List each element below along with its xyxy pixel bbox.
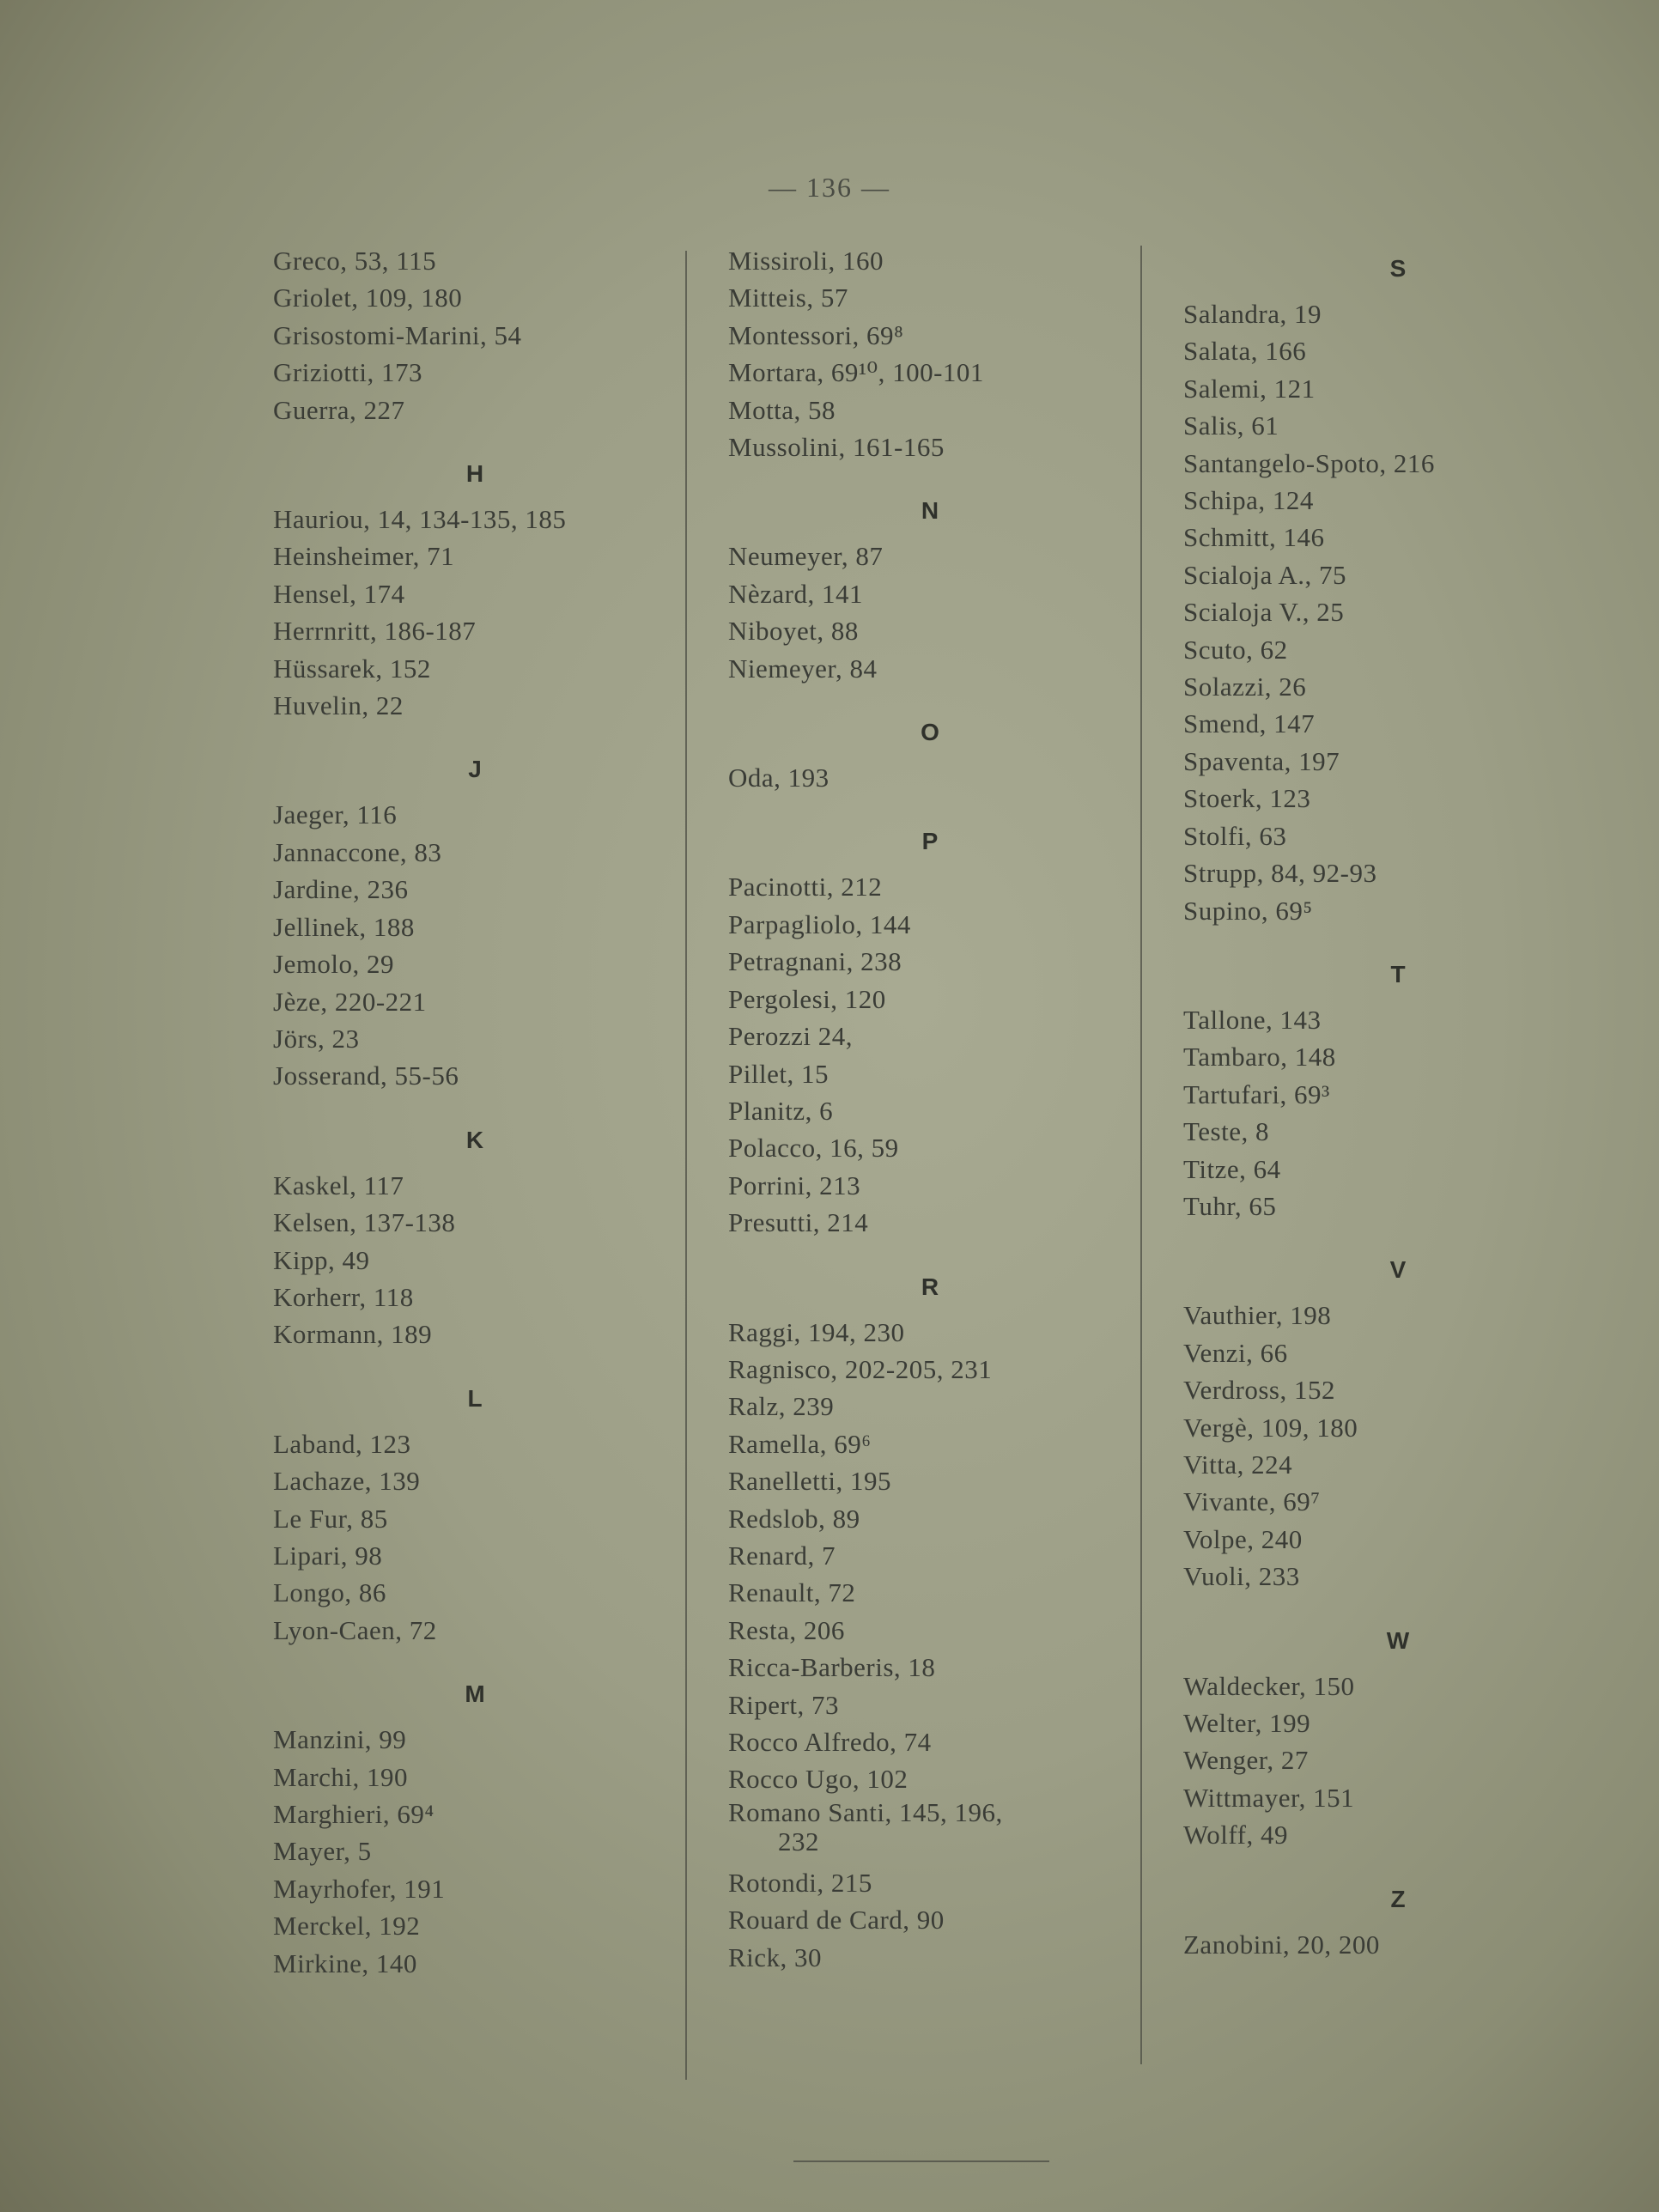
index-entry: Jörs, 23 <box>273 1023 360 1054</box>
section-letter: W <box>1386 1626 1410 1654</box>
bottom-rule <box>793 2160 1049 2162</box>
section-letter: K <box>465 1126 484 1153</box>
index-entry: Mirkine, 140 <box>273 1948 417 1978</box>
index-entry: Jaeger, 116 <box>273 799 398 830</box>
index-entry: Griziotti, 173 <box>273 357 423 388</box>
index-entry: Perozzi 24, <box>728 1021 853 1052</box>
index-entry: Tuhr, 65 <box>1183 1190 1277 1221</box>
index-entry: Lyon-Caen, 72 <box>273 1614 437 1645</box>
section-letter: V <box>1389 1256 1407 1284</box>
index-section <box>273 1372 677 1649</box>
index-entry: Porrini, 213 <box>728 1170 861 1200</box>
index-entry: Nèzard, 141 <box>728 578 863 609</box>
index-entry: Welter, 199 <box>1183 1708 1311 1738</box>
index-section <box>728 815 1132 1241</box>
index-section <box>273 242 677 428</box>
index-entry: Resta, 206 <box>728 1614 845 1645</box>
index-section <box>1183 242 1613 929</box>
index-entry: Niboyet, 88 <box>728 616 859 647</box>
index-entry: Huvelin, 22 <box>273 690 404 721</box>
index-entry: Salandra, 19 <box>1183 299 1322 329</box>
index-entry: Mayrhofer, 191 <box>273 1873 446 1904</box>
index-entry: Schipa, 124 <box>1183 485 1314 516</box>
index-section <box>728 706 1132 796</box>
index-entry: Redslob, 89 <box>728 1503 860 1534</box>
section-letter: P <box>921 828 939 855</box>
index-entry: Rick, 30 <box>728 1942 823 1972</box>
index-entry: Planitz, 6 <box>728 1095 834 1126</box>
index-entry: Pacinotti, 212 <box>728 872 883 902</box>
index-section <box>273 1668 677 1982</box>
index-entry: Ralz, 239 <box>728 1391 835 1422</box>
index-entry: Guerra, 227 <box>273 394 405 425</box>
index-section <box>1183 1243 1613 1595</box>
index-entry: Pergolesi, 120 <box>728 983 886 1014</box>
index-entry: Spaventa, 197 <box>1183 745 1340 776</box>
index-entry: Scialoja V., 25 <box>1183 597 1345 628</box>
index-entry: Wittmayer, 151 <box>1183 1782 1355 1813</box>
index-entry-text: Romano Santi, 145, 196, <box>728 1796 1003 1827</box>
page-number: — 136 — <box>769 172 890 203</box>
index-entry: Le Fur, 85 <box>273 1503 388 1534</box>
section-letter: H <box>465 460 484 488</box>
index-entry: Wenger, 27 <box>1183 1745 1309 1776</box>
index-entry: Hüssarek, 152 <box>273 653 431 684</box>
index-entry: Parpagliolo, 144 <box>728 908 911 939</box>
index-entry: Motta, 58 <box>728 394 836 425</box>
index-entry: Korherr, 118 <box>273 1281 414 1312</box>
index-entry: Waldecker, 150 <box>1183 1670 1355 1701</box>
index-entry: Grisostomi-Marini, 54 <box>273 319 522 350</box>
index-entry: Venzi, 66 <box>1183 1337 1288 1368</box>
index-entry: Jellinek, 188 <box>273 911 415 942</box>
index-entry: Vivante, 69⁷ <box>1183 1486 1321 1517</box>
index-entry: Solazzi, 26 <box>1183 672 1307 702</box>
index-entry: Pillet, 15 <box>728 1058 829 1089</box>
index-entry: Ricca-Barberis, 18 <box>728 1652 936 1683</box>
index-entry: Montessori, 69⁸ <box>728 319 904 350</box>
index-entry: Raggi, 194, 230 <box>728 1316 905 1347</box>
index-entry: Longo, 86 <box>273 1577 386 1608</box>
index-entry: Merckel, 192 <box>273 1911 421 1942</box>
index-entry: Tambaro, 148 <box>1183 1042 1336 1073</box>
index-entry: Mitteis, 57 <box>728 283 848 313</box>
index-entry: Polacco, 16, 59 <box>728 1133 899 1164</box>
index-section <box>273 1114 677 1353</box>
index-entry: Stolfi, 63 <box>1183 820 1287 851</box>
index-entry: Ranelletti, 195 <box>728 1466 892 1497</box>
section-letter: N <box>921 497 939 525</box>
index-section <box>273 743 677 1094</box>
index-entry: Hensel, 174 <box>273 578 405 609</box>
index-entry: Presutti, 214 <box>728 1207 869 1238</box>
index-entry: Mortara, 69¹⁰, 100-101 <box>728 357 984 388</box>
column-divider <box>1140 246 1142 2064</box>
index-entry: Tartufari, 69³ <box>1183 1079 1330 1109</box>
index-entry: Vergè, 109, 180 <box>1183 1412 1358 1443</box>
column-divider <box>685 251 687 2080</box>
section-letter: R <box>921 1273 939 1300</box>
index-entry: Smend, 147 <box>1183 708 1316 739</box>
index-entry: Petragnani, 238 <box>728 946 902 977</box>
index-entry: Hauriou, 14, 134-135, 185 <box>273 504 567 535</box>
index-entry: Griolet, 109, 180 <box>273 283 463 313</box>
index-entry: Salis, 61 <box>1183 410 1279 441</box>
index-column-1 <box>273 242 677 1982</box>
index-entry: Rotondi, 215 <box>728 1867 872 1898</box>
index-entry: Greco, 53, 115 <box>273 246 437 276</box>
section-letter: O <box>921 719 939 746</box>
index-section <box>1183 948 1613 1224</box>
index-entry: Lipari, 98 <box>273 1540 383 1571</box>
section-letter: M <box>465 1680 485 1708</box>
index-entry: Ragnisco, 202-205, 231 <box>728 1353 993 1384</box>
index-entry: Ramella, 69⁶ <box>728 1428 872 1459</box>
index-entry: Laband, 123 <box>273 1428 411 1459</box>
index-entry: Volpe, 240 <box>1183 1523 1303 1554</box>
index-entry: Renault, 72 <box>728 1577 856 1608</box>
index-entry: Kipp, 49 <box>273 1244 370 1275</box>
section-letter: T <box>1390 960 1406 988</box>
index-entry: Teste, 8 <box>1183 1116 1269 1147</box>
index-column-3 <box>1183 242 1613 1963</box>
index-entry: Vuoli, 233 <box>1183 1561 1300 1592</box>
index-entry: Heinsheimer, 71 <box>273 541 455 572</box>
index-column-2 <box>728 242 1132 1976</box>
index-entry: Stoerk, 123 <box>1183 783 1311 814</box>
index-entry: Jardine, 236 <box>273 874 409 905</box>
index-entry-continuation: 232 <box>778 1826 819 1856</box>
section-letter: S <box>1389 255 1407 282</box>
section-letter: L <box>467 1384 483 1412</box>
index-section <box>728 1261 1132 1977</box>
index-entry: Vitta, 224 <box>1183 1449 1293 1480</box>
index-section <box>1183 1614 1613 1854</box>
index-entry: Herrnritt, 186-187 <box>273 616 477 647</box>
index-entry: Salata, 166 <box>1183 336 1307 367</box>
index-entry: Jemolo, 29 <box>273 949 395 980</box>
index-entry: Neumeyer, 87 <box>728 541 884 572</box>
index-entry: Verdross, 152 <box>1183 1375 1335 1406</box>
index-entry: Wolff, 49 <box>1183 1820 1288 1850</box>
index-entry: Rocco Ugo, 102 <box>728 1764 908 1795</box>
index-section <box>728 242 1132 465</box>
index-entry: Lachaze, 139 <box>273 1466 421 1497</box>
index-entry: Josserand, 55-56 <box>273 1060 459 1091</box>
index-section <box>1183 1873 1613 1963</box>
index-entry: Jannaccone, 83 <box>273 836 442 867</box>
index-entry: Santangelo-Spoto, 216 <box>1183 447 1435 478</box>
index-entry: Marchi, 190 <box>273 1761 409 1792</box>
section-letter: Z <box>1390 1885 1406 1912</box>
index-entry: Manzini, 99 <box>273 1724 407 1755</box>
index-entry: Oda, 193 <box>728 763 830 793</box>
index-entry: Jèze, 220-221 <box>273 986 427 1017</box>
index-entry: Zanobini, 20, 200 <box>1183 1929 1380 1960</box>
section-letter: J <box>468 756 482 783</box>
index-entry: Mayer, 5 <box>273 1836 372 1867</box>
index-entry: Kelsen, 137-138 <box>273 1207 456 1238</box>
index-entry: Ripert, 73 <box>728 1689 839 1720</box>
index-entry: Niemeyer, 84 <box>728 653 878 684</box>
index-entry <box>728 1798 1132 1864</box>
index-entry: Kormann, 189 <box>273 1319 433 1350</box>
index-entry: Rocco Alfredo, 74 <box>728 1727 932 1757</box>
index-entry: Mussolini, 161-165 <box>728 432 945 463</box>
index-entry: Renard, 7 <box>728 1540 836 1571</box>
index-entry: Titze, 64 <box>1183 1153 1281 1184</box>
index-entry: Tallone, 143 <box>1183 1004 1322 1035</box>
index-entry: Schmitt, 146 <box>1183 522 1325 553</box>
index-entry: Salemi, 121 <box>1183 373 1316 404</box>
index-entry: Strupp, 84, 92-93 <box>1183 858 1377 889</box>
index-entry: Scuto, 62 <box>1183 634 1288 665</box>
index-entry: Missiroli, 160 <box>728 246 884 276</box>
index-section <box>273 447 677 724</box>
index-entry: Supino, 69⁵ <box>1183 895 1313 926</box>
index-entry: Vauthier, 198 <box>1183 1300 1332 1331</box>
index-entry: Scialoja A., 75 <box>1183 559 1347 590</box>
index-entry: Rouard de Card, 90 <box>728 1905 945 1936</box>
index-entry: Kaskel, 117 <box>273 1170 404 1200</box>
index-section <box>728 484 1132 687</box>
index-entry: Marghieri, 69⁴ <box>273 1799 434 1829</box>
